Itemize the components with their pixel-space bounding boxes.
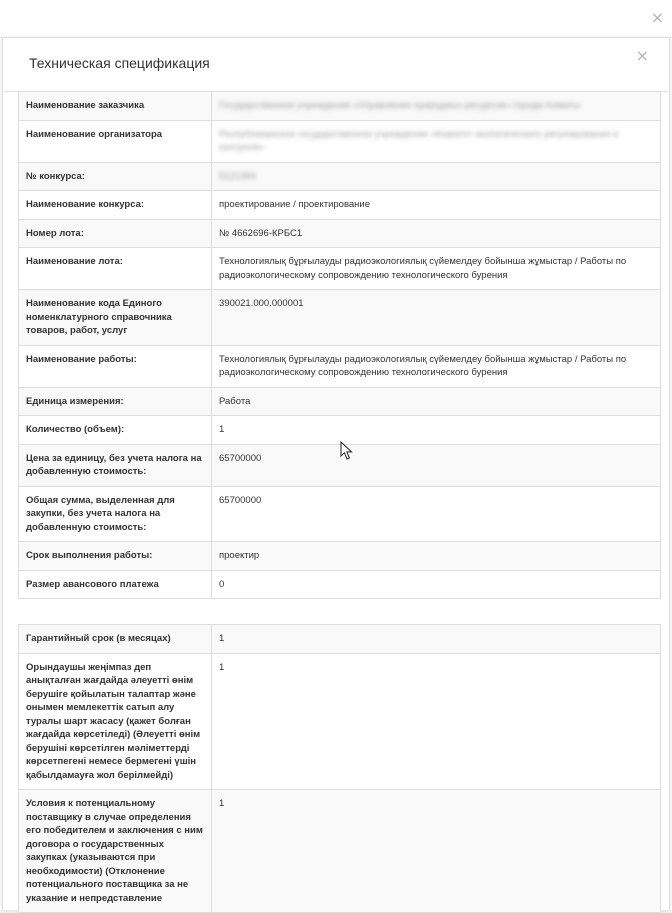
spec-modal-header bbox=[3, 38, 669, 92]
table-row bbox=[19, 486, 661, 542]
row-label: Условия к потенциальному поставщику в случае определения его победителем и заключения с ним договора о государственных закупках (указываются при необходимости) (Отклонение потенциального поставщика за не указание и непредставление bbox=[19, 790, 212, 913]
row-label: Единица измерения: bbox=[19, 387, 212, 416]
redacted-value: Государственное учреждение «Управление природных ресурсов» города Алматы bbox=[219, 100, 581, 111]
row-label: Наименование заказчика bbox=[19, 92, 212, 121]
table-row bbox=[19, 191, 661, 220]
row-value bbox=[212, 92, 661, 121]
row-label: № конкурса: bbox=[19, 162, 212, 191]
row-label: Наименование конкурса: bbox=[19, 191, 212, 220]
table-row bbox=[19, 570, 661, 599]
outer-close-icon[interactable]: × bbox=[650, 8, 664, 27]
table-row bbox=[19, 542, 661, 571]
spec-modal bbox=[2, 38, 670, 910]
mouse-cursor-icon bbox=[340, 441, 354, 461]
row-label: Номер лота: bbox=[19, 219, 212, 248]
table-row bbox=[19, 345, 661, 387]
table-row bbox=[19, 416, 661, 445]
row-label: Наименование кода Единого номенклатурного справочника товаров, работ, услуг bbox=[19, 290, 212, 346]
row-label: Общая сумма, выделенная для закупки, без учета налога на добавленную стоимость: bbox=[19, 486, 212, 542]
table-row bbox=[19, 625, 661, 654]
spec-table-extra bbox=[18, 624, 661, 913]
row-label: Размер авансового платежа bbox=[19, 570, 212, 599]
table-row bbox=[19, 120, 661, 162]
table-row bbox=[19, 92, 661, 121]
row-value: Технологиялық бұрғылауды радиоэкологиялық сүйемелдеу бойынша жұмыстар / Работы по радиоэкологическому сопровождению технологического бурения bbox=[212, 248, 661, 290]
row-label: Наименование лота: bbox=[19, 248, 212, 290]
table-row bbox=[19, 790, 661, 913]
row-value: 1 bbox=[212, 416, 661, 445]
table-row bbox=[19, 162, 661, 191]
close-icon[interactable]: × bbox=[635, 46, 649, 65]
row-label: Количество (объем): bbox=[19, 416, 212, 445]
table-row bbox=[19, 387, 661, 416]
row-value: 65700000 bbox=[212, 444, 661, 486]
row-label: Орындаушы жеңімпаз деп анықталған жағдайда әлеуетті өнім берушіге қойылатын талаптар және онымен мемлекеттік сатып алу туралы шарт жасасу (қажет болған жағдайда көрсетіледі) (Әлеуетті өнім берушіні көрсетілген мәліметтерді көрсетпегені немесе бермегені үшін қабылдамауға жол берілмейді) bbox=[19, 653, 212, 790]
table-row bbox=[19, 219, 661, 248]
row-value: 0 bbox=[212, 570, 661, 599]
row-value: Технологиялық бұрғылауды радиоэкологиялық сүйемелдеу бойынша жұмыстар / Работы по радиоэкологическому сопровождению технологического бурения bbox=[212, 345, 661, 387]
row-value bbox=[212, 162, 661, 191]
row-value: 390021.000.000001 bbox=[212, 290, 661, 346]
row-label: Наименование организатора bbox=[19, 120, 212, 162]
row-value: 1 bbox=[212, 625, 661, 654]
row-value: 65700000 bbox=[212, 486, 661, 542]
row-label: Наименование работы: bbox=[19, 345, 212, 387]
redacted-value: Республиканское государственное учреждение «Комитет экологического регулирования и контроля» bbox=[219, 128, 619, 153]
row-label: Гарантийный срок (в месяцах) bbox=[19, 625, 212, 654]
row-value: проектирование / проектирование bbox=[212, 191, 661, 220]
row-label: Срок выполнения работы: bbox=[19, 542, 212, 571]
row-value: 1 bbox=[212, 790, 661, 913]
modal-title: Техническая спецификация bbox=[29, 55, 210, 71]
table-row bbox=[19, 653, 661, 790]
row-value: проектир bbox=[212, 542, 661, 571]
redacted-value: 5121384 bbox=[219, 170, 256, 182]
row-label: Цена за единицу, без учета налога на добавленную стоимость: bbox=[19, 444, 212, 486]
table-row bbox=[19, 248, 661, 290]
row-value: № 4662696-КРБС1 bbox=[212, 219, 661, 248]
outer-modal-header bbox=[0, 0, 672, 38]
row-value bbox=[212, 120, 661, 162]
spec-table bbox=[18, 91, 661, 599]
row-value: Работа bbox=[212, 387, 661, 416]
table-row bbox=[19, 290, 661, 346]
row-value: 1 bbox=[212, 653, 661, 790]
